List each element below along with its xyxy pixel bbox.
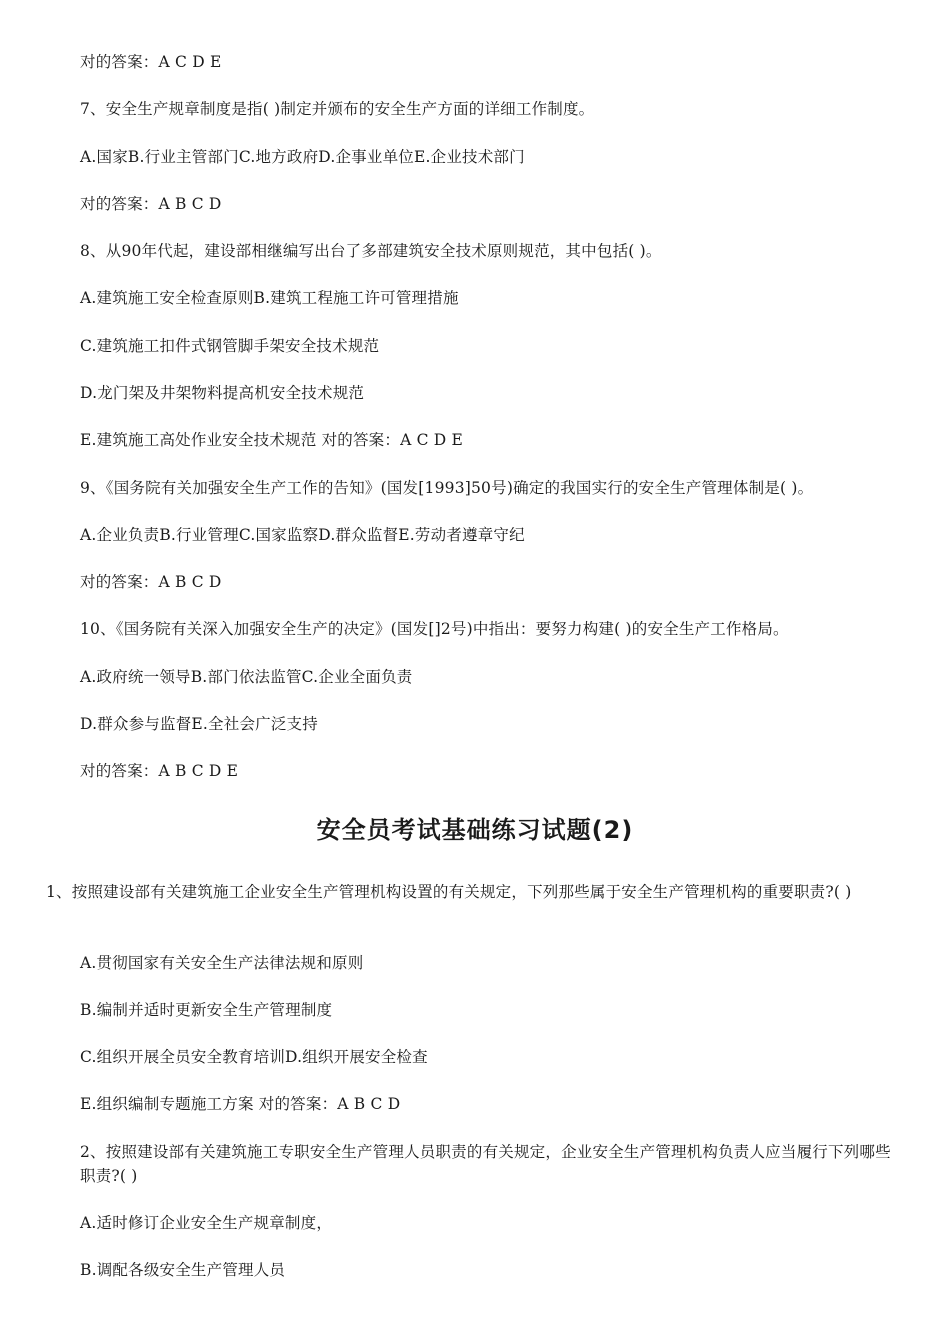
question-2-option-a: A.适时修订企业安全生产规章制度， — [80, 1214, 333, 1232]
question-10: 10、《国务院有关深入加强安全生产的决定》(国发[]2号)中指出：要努力构建( )的安全生产工作格局。 — [80, 620, 789, 638]
question-1-option-e: E.组织编制专题施工方案 对的答案：A B C D — [80, 1095, 401, 1113]
question-8-option-ab: A.建筑施工安全检查原则B.建筑工程施工许可管理措施 — [80, 289, 459, 307]
question-7: 7、安全生产规章制度是指( )制定并颁布的安全生产方面的详细工作制度。 — [80, 100, 595, 118]
question-7-options: A.国家B.行业主管部门C.地方政府D.企事业单位E.企业技术部门 — [80, 148, 525, 166]
question-9-options: A.企业负责B.行业管理C.国家监察D.群众监督E.劳动者遵章守纪 — [80, 526, 525, 544]
answer-line: 对的答案：A B C D E — [80, 762, 239, 780]
question-9: 9、《国务院有关加强安全生产工作的告知》(国发[1993]50号)确定的我国实行的安全生产管理体制是( )。 — [80, 479, 814, 497]
answer-line: 对的答案：A C D E — [80, 53, 222, 71]
question-1-option-cd: C.组织开展全员安全教育培训D.组织开展安全检查 — [80, 1048, 428, 1066]
question-10-options-abc: A.政府统一领导B.部门依法监管C.企业全面负责 — [80, 668, 413, 686]
question-8-option-c: C.建筑施工扣件式钢管脚手架安全技术规范 — [80, 337, 380, 355]
question-8-option-e: E.建筑施工高处作业安全技术规范 对的答案：A C D E — [80, 431, 464, 449]
question-1-option-b: B.编制并适时更新安全生产管理制度 — [80, 1001, 333, 1019]
question-1-option-a: A.贯彻国家有关安全生产法律法规和原则 — [80, 954, 364, 972]
question-8-option-d: D.龙门架及井架物料提高机安全技术规范 — [80, 384, 365, 402]
question-2: 2、按照建设部有关建筑施工专职安全生产管理人员职责的有关规定，企业安全生产管理机构负责人应当履行下列哪些职责?( ) — [80, 1143, 891, 1185]
answer-line: 对的答案：A B C D — [80, 573, 222, 591]
question-10-options-de: D.群众参与监督E.全社会广泛支持 — [80, 715, 318, 733]
section-title: 安全员考试基础练习试题(2) — [316, 816, 634, 844]
question-1: 1、按照建设部有关建筑施工企业安全生产管理机构设置的有关规定，下列那些属于安全生产管理机构的重要职责?( ) — [46, 883, 852, 901]
answer-line: 对的答案：A B C D — [80, 195, 222, 213]
question-2-option-b: B.调配各级安全生产管理人员 — [80, 1261, 286, 1279]
question-8: 8、从90年代起，建设部相继编写出台了多部建筑安全技术原则规范，其中包括( )。 — [80, 242, 662, 260]
